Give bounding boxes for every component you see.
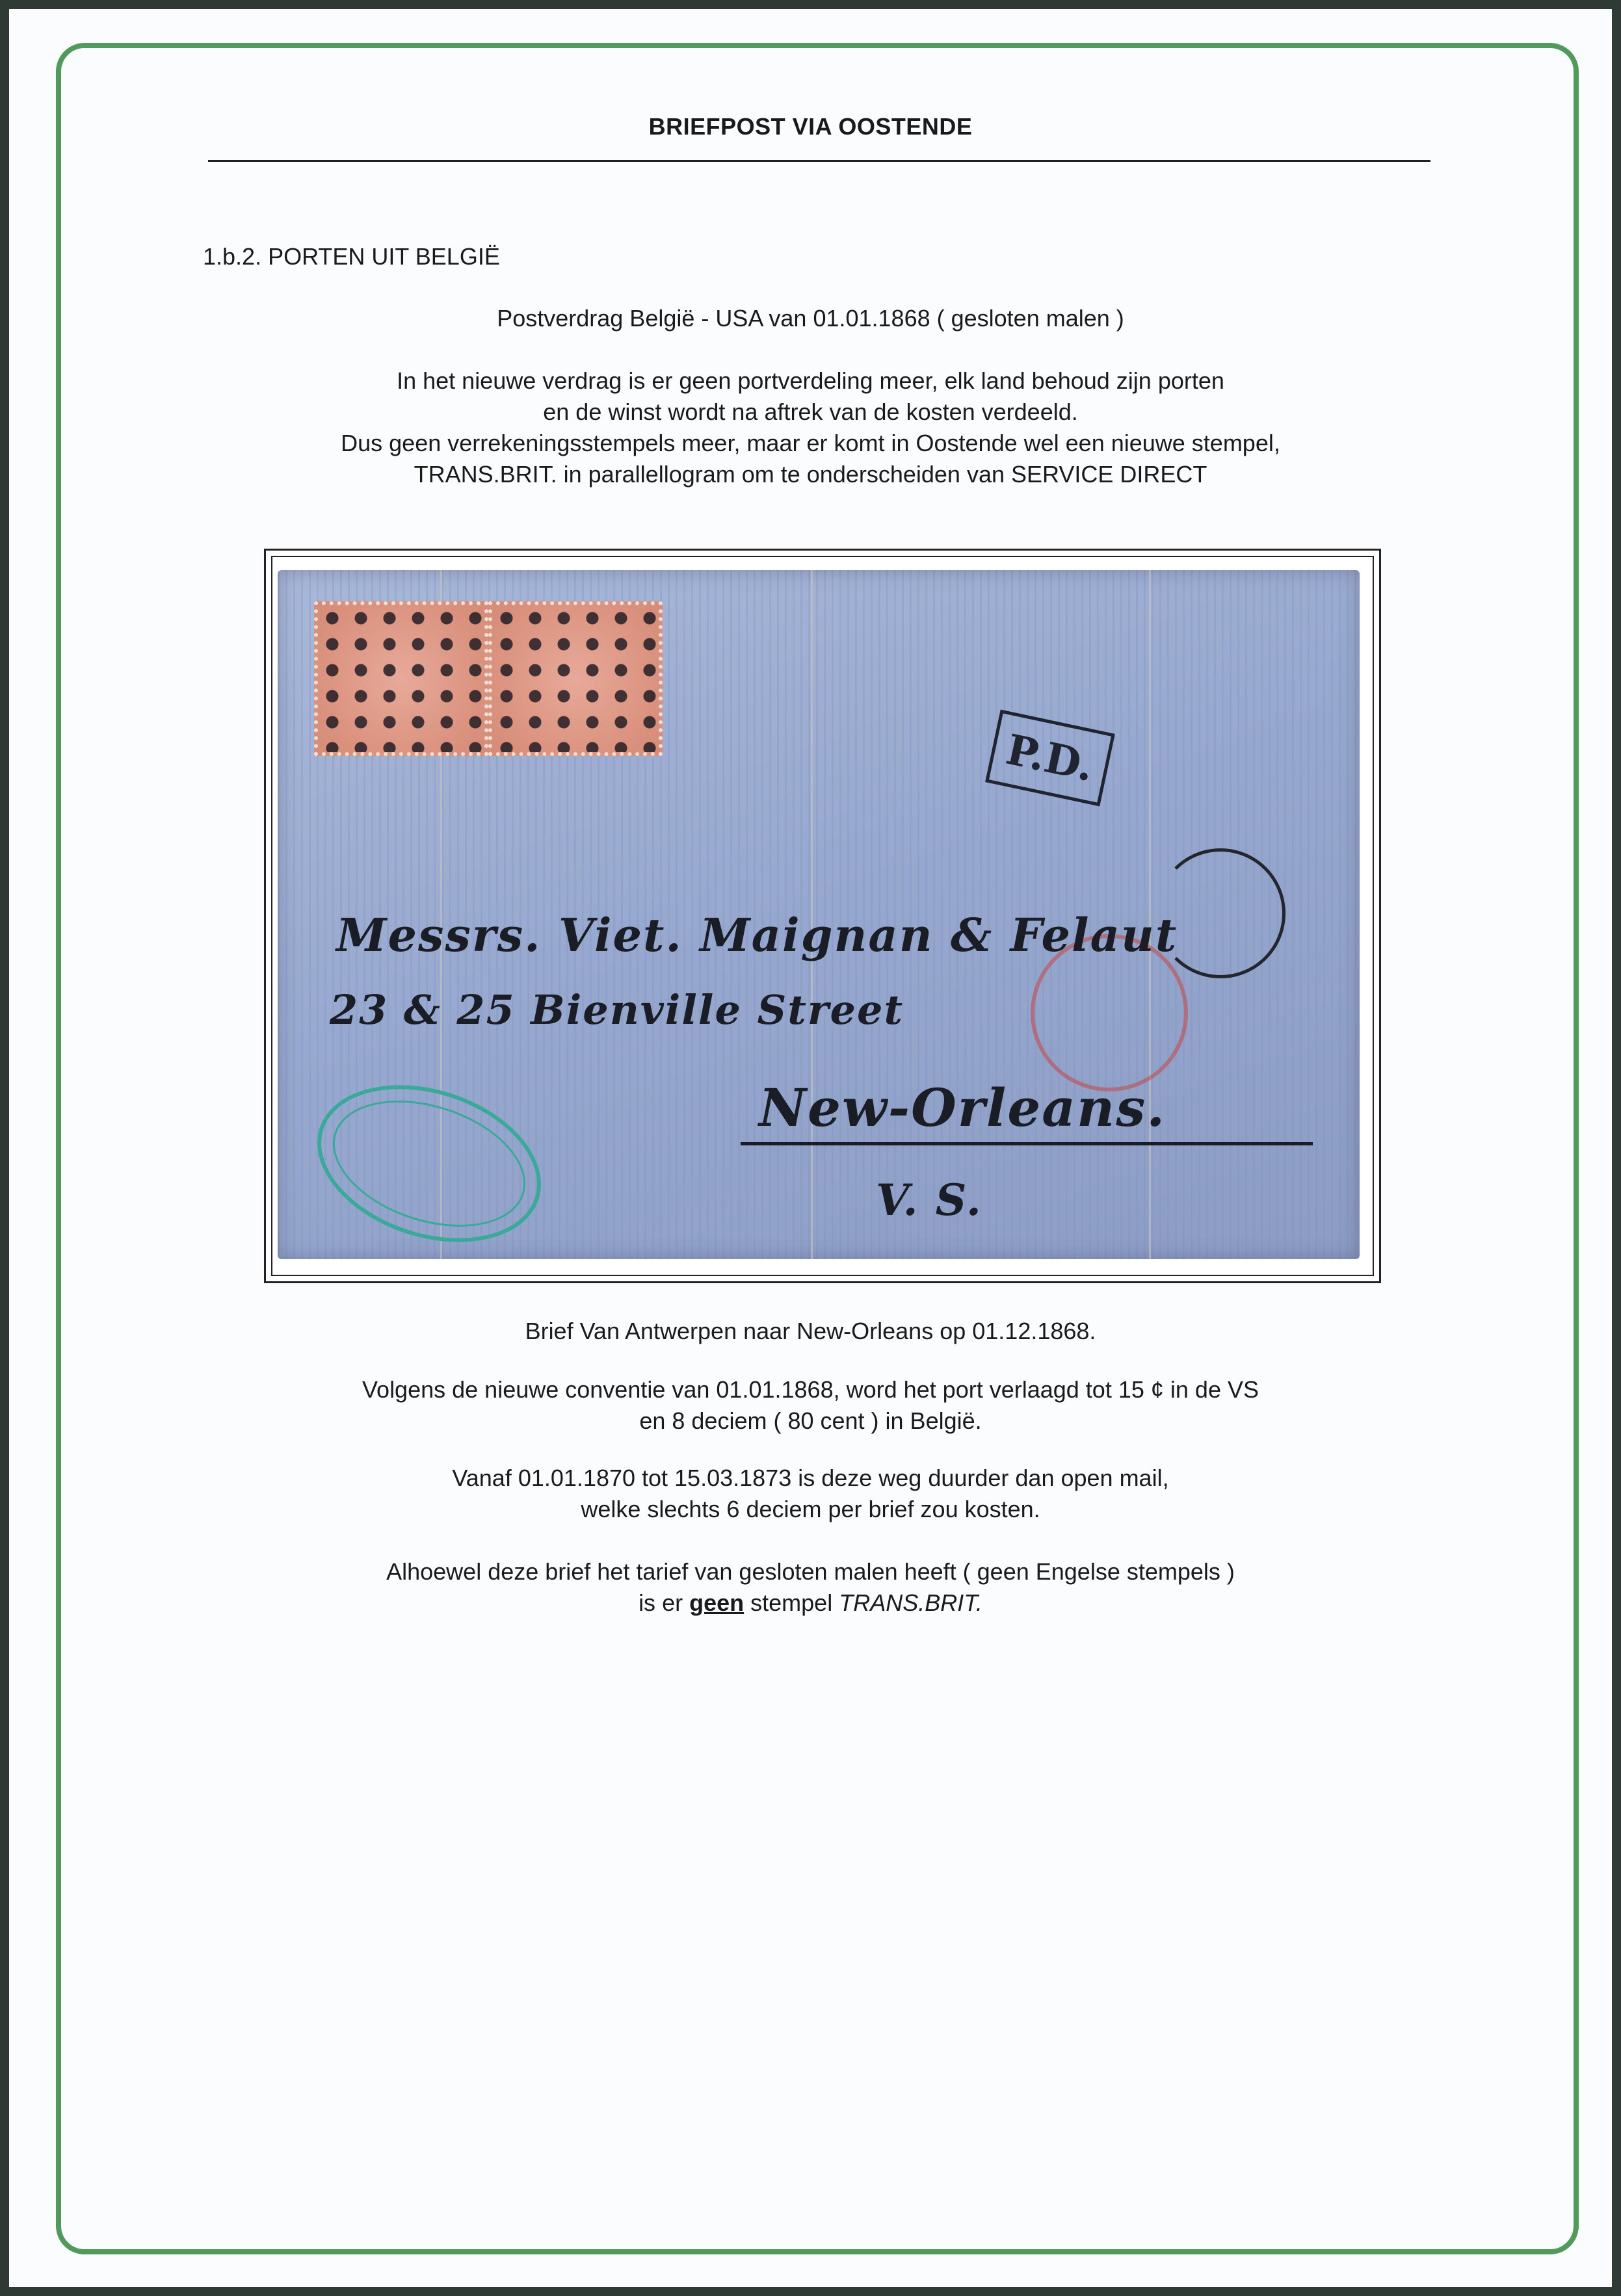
- address-line-1: Messrs. Viet. Maignan & Felaut: [336, 908, 1178, 962]
- page-title: BRIEFPOST VIA OOSTENDE: [648, 113, 973, 140]
- circular-datestamp-black: [1155, 848, 1285, 978]
- section-label: 1.b.2. PORTEN UIT BELGIË: [203, 243, 500, 270]
- address-underline: [741, 1142, 1313, 1145]
- intro-line: TRANS.BRIT. in parallellogram om te onderscheiden van SERVICE DIRECT: [414, 461, 1207, 488]
- dotted-cancel: [318, 605, 484, 752]
- postage-stamp: [314, 601, 488, 756]
- cover-photo-frame: [264, 549, 1381, 1283]
- rate-line: en 8 deciem ( 80 cent ) in België.: [639, 1407, 982, 1434]
- note-line: [9, 1587, 1612, 1619]
- intro-line: en de winst wordt na aftrek van de kosten verdeeld.: [543, 398, 1078, 425]
- dotted-cancel: [492, 605, 659, 752]
- note-line: Alhoewel deze brief het tarief van gesloten malen heeft ( geen Engelse stempels ): [386, 1558, 1235, 1585]
- note-italic: TRANS.BRIT.: [839, 1589, 982, 1616]
- address-city: New-Orleans.: [759, 1077, 1166, 1138]
- fold-line: [1149, 570, 1151, 1259]
- intro-line: In het nieuwe verdrag is er geen portverdeling meer, elk land behoud zijn porten: [397, 367, 1224, 394]
- sender-oval-stamp: [297, 1058, 562, 1269]
- intro-paragraph: [9, 365, 1612, 490]
- cover-envelope-image: [278, 570, 1360, 1259]
- route-line: welke slechts 6 deciem per brief zou kosten.: [581, 1496, 1040, 1522]
- cover-caption: Brief Van Antwerpen naar New-Orleans op 01.12.1868.: [525, 1318, 1096, 1344]
- intro-line: Dus geen verrekeningsstempels meer, maar er komt in Oostende wel een nieuwe stempel,: [341, 430, 1280, 456]
- album-page: [9, 9, 1612, 2287]
- address-line-2: 23 & 25 Bienville Street: [330, 986, 904, 1034]
- postage-stamp: [488, 601, 663, 756]
- route-line: Vanaf 01.01.1870 tot 15.03.1873 is deze weg duurder dan open mail,: [452, 1465, 1169, 1491]
- note-middle: stempel: [750, 1589, 833, 1616]
- rate-line: Volgens de nieuwe conventie van 01.01.1868, word het port verlaagd tot 15 ¢ in de VS: [362, 1376, 1259, 1403]
- pd-handstamp: P.D.: [985, 710, 1115, 807]
- note-paragraph: [9, 1556, 1612, 1619]
- fold-line: [440, 570, 442, 1259]
- treaty-heading: Postverdrag België - USA van 01.01.1868 ( gesloten malen ): [497, 305, 1124, 332]
- rate-paragraph: [9, 1374, 1612, 1437]
- note-prefix: is er: [639, 1589, 683, 1616]
- title-divider: [208, 160, 1430, 162]
- address-country: V. S.: [876, 1175, 982, 1225]
- fold-line: [811, 570, 813, 1259]
- circular-datestamp-red: [1031, 934, 1188, 1091]
- note-emphasis: geen: [689, 1589, 745, 1616]
- route-paragraph: [9, 1463, 1612, 1525]
